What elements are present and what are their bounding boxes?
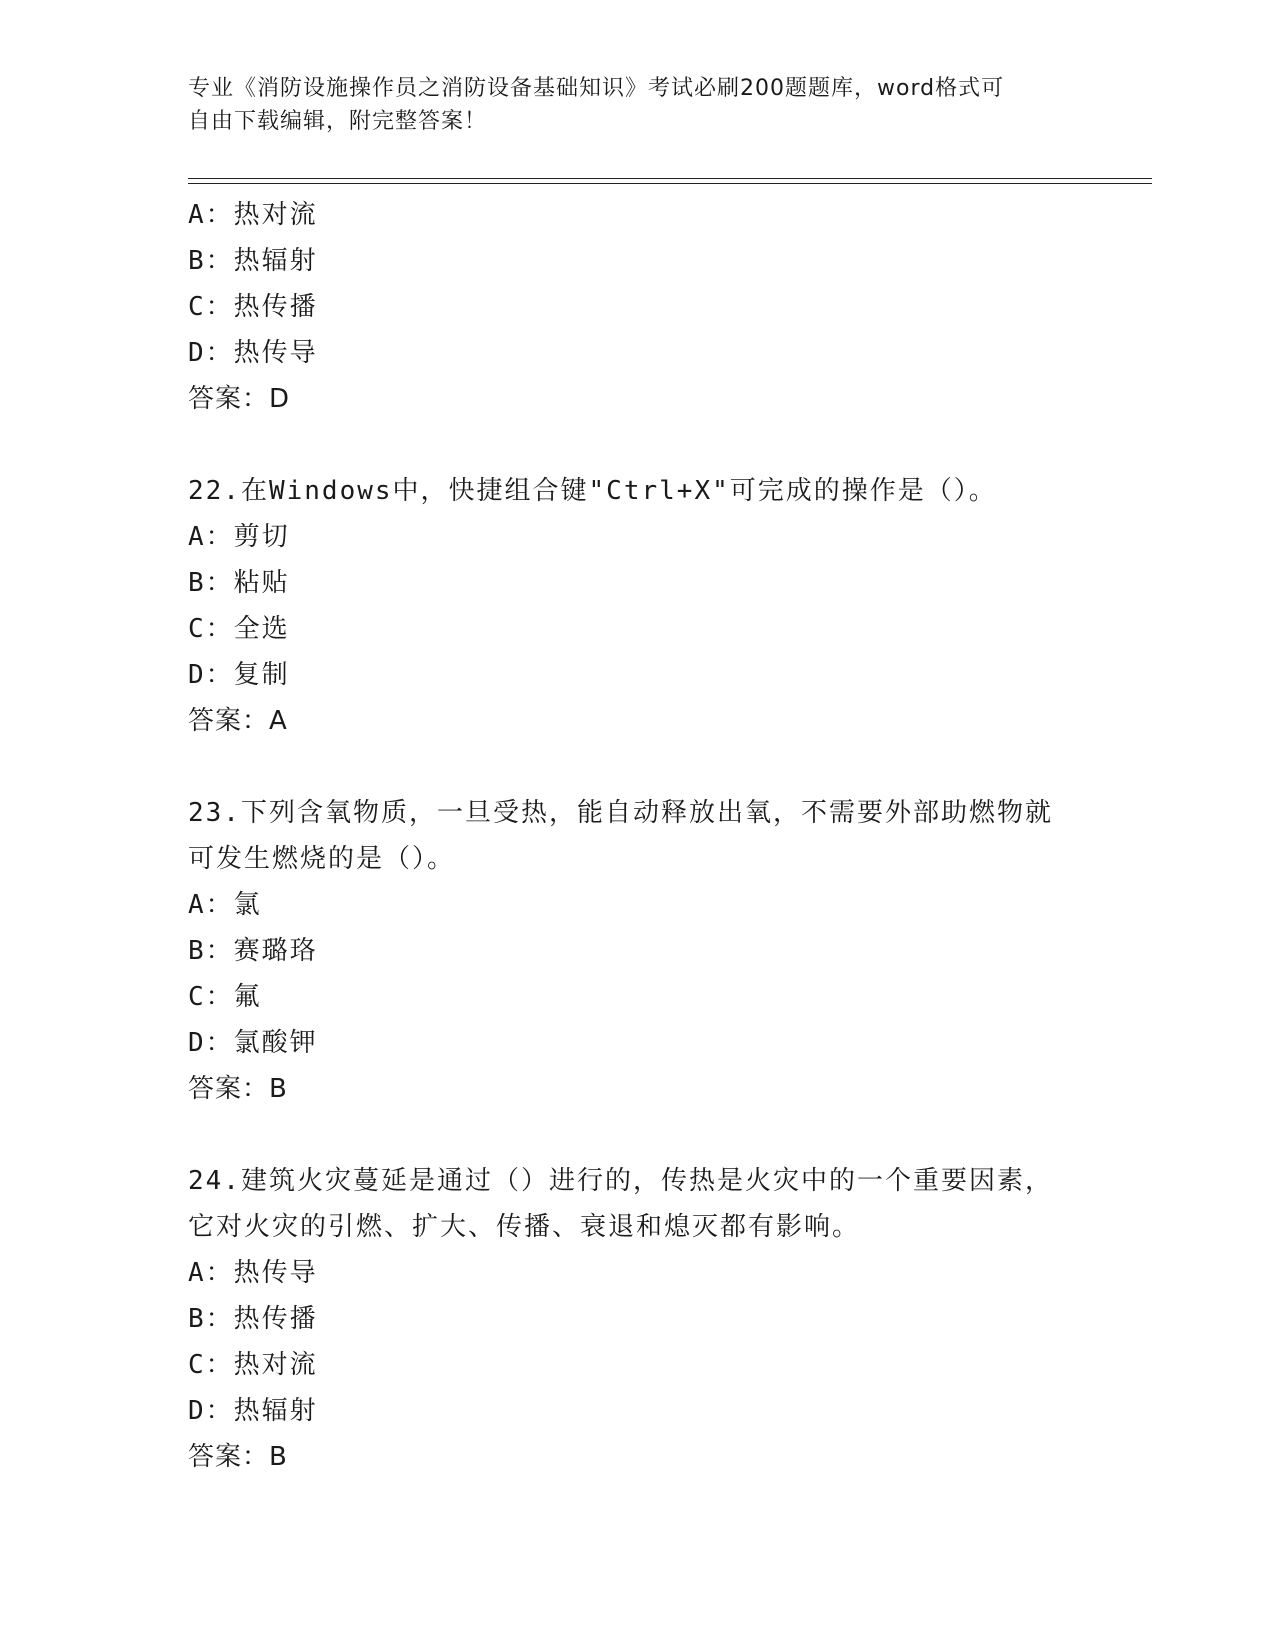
option-a: A：氯	[188, 890, 262, 920]
question-text: 22.在Windows中，快捷组合键"Ctrl+X"可完成的操作是（）。	[188, 476, 997, 506]
question-21	[188, 192, 1128, 422]
spacer	[188, 744, 1128, 790]
option-d: D：热辐射	[188, 1396, 318, 1426]
question-text-line-1: 24.建筑火灾蔓延是通过（）进行的，传热是火灾中的一个重要因素，	[188, 1166, 1053, 1196]
option-a: A：热传导	[188, 1258, 318, 1288]
header-line-1: 专业《消防设施操作员之消防设备基础知识》考试必刷200题题库，word格式可	[188, 76, 1005, 101]
question-text-line-2: 它对火灾的引燃、扩大、传播、衰退和熄灭都有影响。	[188, 1212, 861, 1242]
option-a: A：剪切	[188, 522, 290, 552]
question-23	[188, 790, 1128, 1112]
option-d: D：复制	[188, 660, 290, 690]
option-c: C：热对流	[188, 1350, 318, 1380]
header-rule-top	[188, 178, 1152, 179]
option-a: A：热对流	[188, 200, 318, 230]
option-d: D：氯酸钾	[188, 1028, 318, 1058]
option-c: C：氟	[188, 982, 262, 1012]
spacer	[188, 422, 1128, 468]
option-d: D：热传导	[188, 338, 318, 368]
question-list	[188, 192, 1128, 1480]
option-c: C：热传播	[188, 292, 318, 322]
spacer	[188, 1112, 1128, 1158]
answer: 答案：D	[188, 384, 291, 414]
question-text-line-2: 可发生燃烧的是（）。	[188, 844, 456, 874]
header-line-2: 自由下载编辑，附完整答案！	[188, 109, 488, 134]
option-b: B：热辐射	[188, 246, 318, 276]
header-rule-bottom	[188, 183, 1152, 184]
option-b: B：热传播	[188, 1304, 318, 1334]
option-b: B：粘贴	[188, 568, 290, 598]
answer: 答案：A	[188, 706, 288, 736]
option-b: B：赛璐珞	[188, 936, 318, 966]
question-text-line-1: 23.下列含氧物质，一旦受热，能自动释放出氧，不需要外部助燃物就	[188, 798, 1053, 828]
page-header	[188, 72, 1088, 138]
option-c: C：全选	[188, 614, 290, 644]
question-22	[188, 468, 1128, 744]
answer: 答案：B	[188, 1074, 288, 1104]
answer: 答案：B	[188, 1442, 288, 1472]
question-24	[188, 1158, 1128, 1480]
